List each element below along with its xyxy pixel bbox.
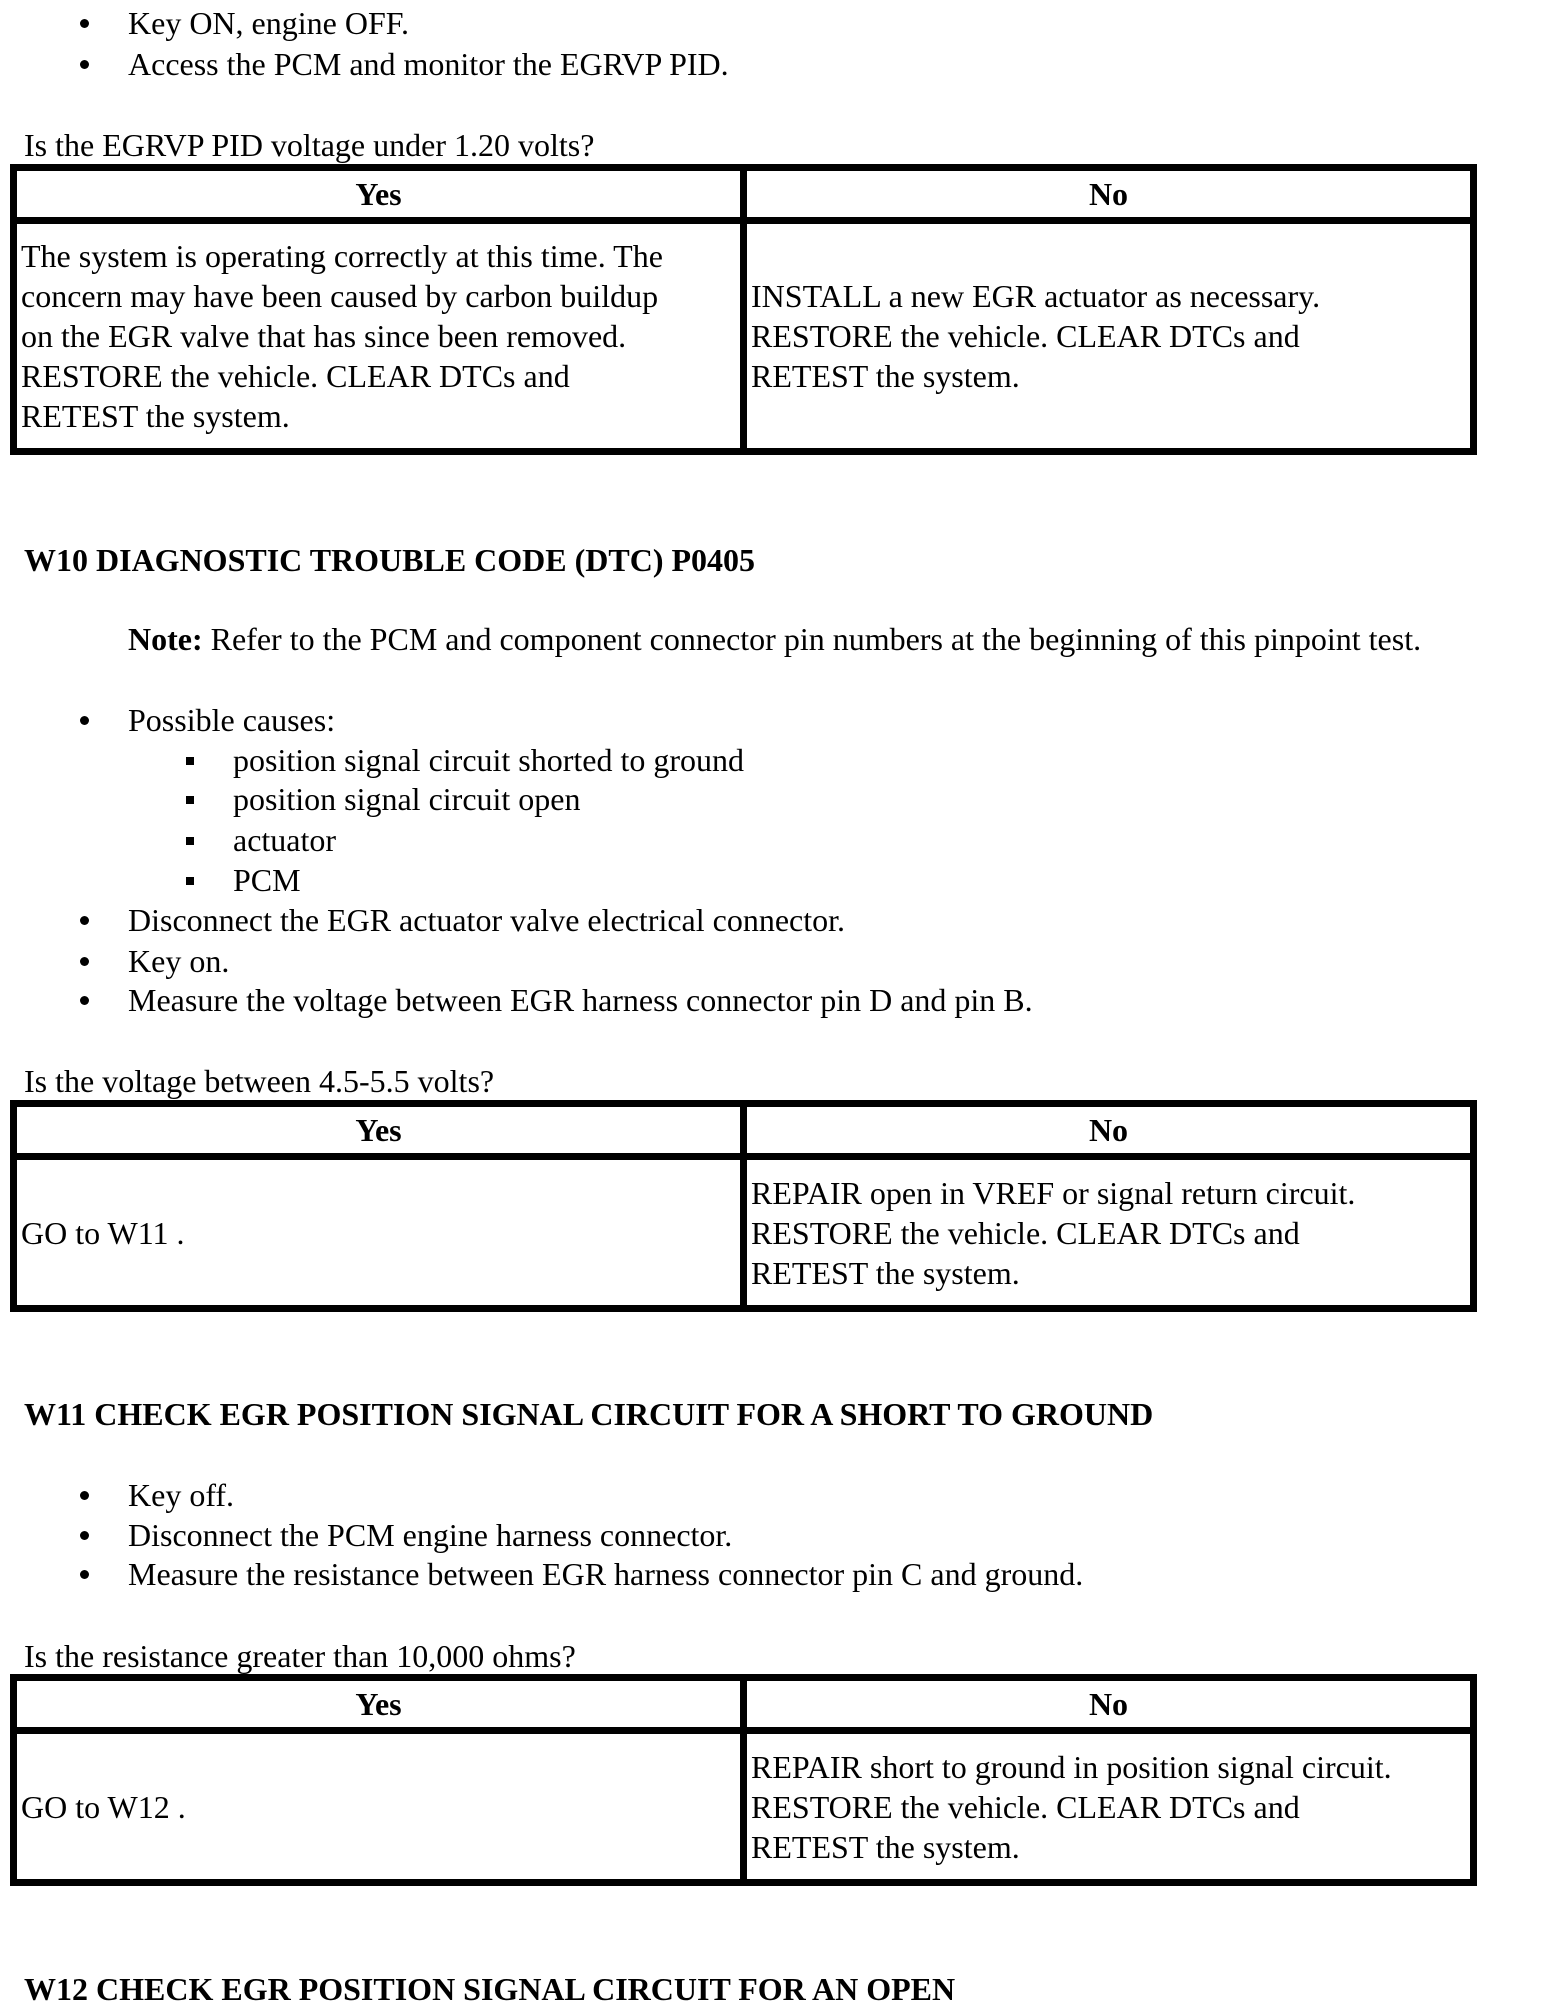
step: Measure the voltage between EGR harness connector pin D and pin B.	[128, 982, 1033, 1018]
no-cell: REPAIR short to ground in position signal circuit. RESTORE the vehicle. CLEAR DTCs and RETEST the system.	[747, 1734, 1470, 1879]
cause: actuator	[233, 822, 337, 858]
bullet-icon	[80, 996, 89, 1005]
bullet-icon	[80, 1491, 89, 1500]
no-cell: INSTALL a new EGR actuator as necessary. RESTORE the vehicle. CLEAR DTCs and RETEST the system.	[747, 224, 1470, 448]
step: Disconnect the EGR actuator valve electrical connector.	[128, 902, 846, 938]
bullet-icon	[80, 1570, 89, 1579]
bullet-icon	[80, 716, 89, 725]
square-bullet-icon	[186, 837, 194, 845]
question: Is the voltage between 4.5-5.5 volts?	[24, 1063, 495, 1099]
no-header: No	[747, 1107, 1470, 1153]
answer-table	[10, 1100, 1477, 1312]
bullet-icon	[80, 60, 89, 69]
step: Disconnect the PCM engine harness connector.	[128, 1517, 733, 1553]
note-text: Refer to the PCM and component connector pin numbers at the beginning of this pinpoint test.	[202, 621, 1422, 657]
yes-header: Yes	[17, 171, 740, 217]
yes-cell: The system is operating correctly at this time. The concern may have been caused by carbon buildup on the EGR valve that has since been removed. RESTORE the vehicle. CLEAR DTCs and RETEST the system.	[17, 224, 740, 448]
step: Measure the resistance between EGR harness connector pin C and ground.	[128, 1556, 1084, 1592]
causes-label: Possible causes:	[128, 702, 336, 738]
cause: PCM	[233, 862, 301, 898]
square-bullet-icon	[186, 796, 194, 804]
answer-table	[10, 1674, 1477, 1886]
note-label: Note:	[128, 621, 203, 657]
bullet-icon	[80, 957, 89, 966]
step: Access the PCM and monitor the EGRVP PID.	[128, 46, 729, 82]
yes-header: Yes	[17, 1107, 740, 1153]
step: Key off.	[128, 1477, 235, 1513]
bullet-icon	[80, 916, 89, 925]
answer-table	[10, 164, 1477, 455]
question: Is the EGRVP PID voltage under 1.20 volts?	[24, 127, 595, 163]
no-cell: REPAIR open in VREF or signal return circuit. RESTORE the vehicle. CLEAR DTCs and RETEST the system.	[747, 1160, 1470, 1305]
section-heading: W12 CHECK EGR POSITION SIGNAL CIRCUIT FOR AN OPEN	[24, 1971, 956, 2007]
cause: position signal circuit open	[233, 781, 581, 817]
step: Key ON, engine OFF.	[128, 5, 409, 41]
square-bullet-icon	[186, 877, 194, 885]
no-header: No	[747, 171, 1470, 217]
question: Is the resistance greater than 10,000 ohms?	[24, 1638, 576, 1674]
square-bullet-icon	[186, 757, 194, 765]
section-heading: W11 CHECK EGR POSITION SIGNAL CIRCUIT FOR A SHORT TO GROUND	[24, 1396, 1154, 1432]
section-heading: W10 DIAGNOSTIC TROUBLE CODE (DTC) P0405	[24, 542, 756, 578]
no-header: No	[747, 1681, 1470, 1727]
yes-cell	[17, 1160, 740, 1305]
goto-link[interactable]: GO to W11 .	[21, 1214, 185, 1251]
cause: position signal circuit shorted to ground	[233, 742, 745, 778]
note	[128, 619, 1421, 659]
yes-cell	[17, 1734, 740, 1879]
goto-link[interactable]: GO to W12 .	[21, 1788, 186, 1825]
bullet-icon	[80, 19, 89, 28]
step: Key on.	[128, 943, 230, 979]
yes-header: Yes	[17, 1681, 740, 1727]
bullet-icon	[80, 1531, 89, 1540]
